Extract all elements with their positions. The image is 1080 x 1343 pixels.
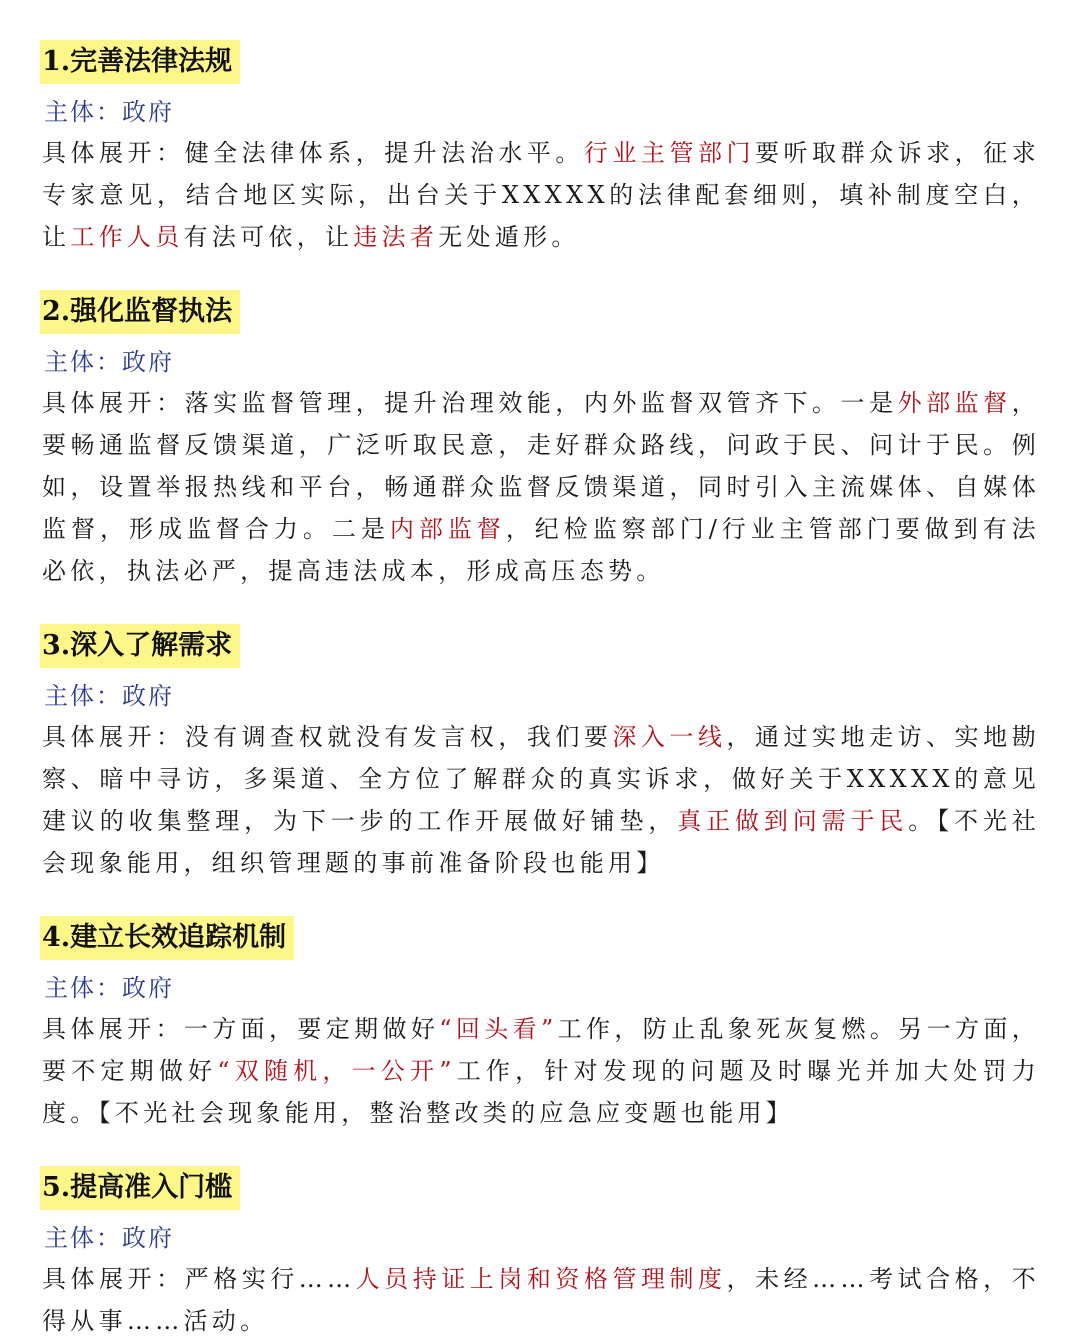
section-body — [40, 1008, 1040, 1134]
body-text: 工作，防止乱象死灰复燃。另一方面，要不定期做好 — [42, 1015, 1040, 1085]
body-text: ，未经……考试合格，不得从事……活动。 — [42, 1265, 1040, 1335]
body-text: 。【不光社会现象能用，组织管理题的事前准备阶段也能用】 — [42, 807, 1040, 877]
body-text: ，通过实地走访、实地勘察、暗中寻访，多渠道、全方位了解群众的真实诉求，做好关于XXXXX的意见建议的收集整理，为下一步的工作开展做好铺垫， — [42, 723, 1041, 835]
body-text: 具体展开：健全法律体系，提升法治水平。 — [42, 139, 584, 167]
highlight-text: 人员持证上岗和资格管理制度 — [355, 1265, 727, 1293]
highlight-text: “回头看” — [439, 1015, 558, 1043]
section-heading: 2.强化监督执法 — [40, 290, 240, 334]
section-subject: 主体：政府 — [44, 98, 174, 126]
body-text: ，要畅通监督反馈渠道，广泛听取民意，走好群众路线，问政于民、问计于民。例如，设置举报热线和平台，畅通群众监督反馈渠道，同时引入主流媒体、自媒体监督，形成监督合力。二是 — [42, 389, 1041, 543]
section-subject: 主体：政府 — [44, 348, 174, 376]
section-body — [40, 716, 1040, 884]
section-heading: 1.完善法律法规 — [40, 40, 240, 84]
body-text: 工作，针对发现的问题及时曝光并加大处罚力度。【不光社会现象能用，整治整改类的应急应变题也能用】 — [42, 1057, 1040, 1127]
highlight-text: 违法者 — [353, 223, 439, 251]
body-text: 具体展开：没有调查权就没有发言权，我们要 — [42, 723, 613, 751]
section-5 — [40, 1166, 1040, 1342]
highlight-text: 真正做到问需于民 — [677, 807, 909, 835]
section-heading: 5.提高准入门槛 — [40, 1166, 240, 1210]
body-text: 有法可依，让 — [183, 223, 354, 251]
section-subject: 主体：政府 — [44, 682, 174, 710]
section-body — [40, 132, 1040, 258]
highlight-text: 行业主管部门 — [583, 139, 756, 167]
body-text: ，纪检监察部门/行业主管部门要做到有法必依，执法必严，提高违法成本，形成高压态势。 — [42, 515, 1040, 585]
body-text: 具体展开：严格实行…… — [42, 1265, 356, 1293]
highlight-text: 深入一线 — [612, 723, 727, 751]
section-3 — [40, 624, 1040, 884]
body-text: 无处遁形。 — [438, 223, 580, 251]
highlight-text: 内部监督 — [389, 515, 506, 543]
section-subject: 主体：政府 — [44, 974, 174, 1002]
section-subject: 主体：政府 — [44, 1224, 174, 1252]
body-text: 具体展开：一方面，要定期做好 — [42, 1015, 440, 1043]
section-2 — [40, 290, 1040, 592]
section-heading: 4.建立长效追踪机制 — [40, 916, 294, 960]
highlight-text: “双随机，一公开” — [217, 1057, 456, 1085]
section-body — [40, 1258, 1040, 1342]
section-1 — [40, 40, 1040, 258]
highlight-text: 工作人员 — [70, 223, 184, 251]
body-text: 要听取群众诉求，征求专家意见，结合地区实际，出台关于XXXXX的法律配套细则，填补制度空白，让 — [42, 139, 1040, 251]
section-body — [40, 382, 1040, 592]
body-text: 具体展开：落实监督管理，提升治理效能，内外监督双管齐下。一是 — [42, 389, 898, 417]
highlight-text: 外部监督 — [897, 389, 1012, 417]
section-heading: 3.深入了解需求 — [40, 624, 240, 668]
section-4 — [40, 916, 1040, 1134]
